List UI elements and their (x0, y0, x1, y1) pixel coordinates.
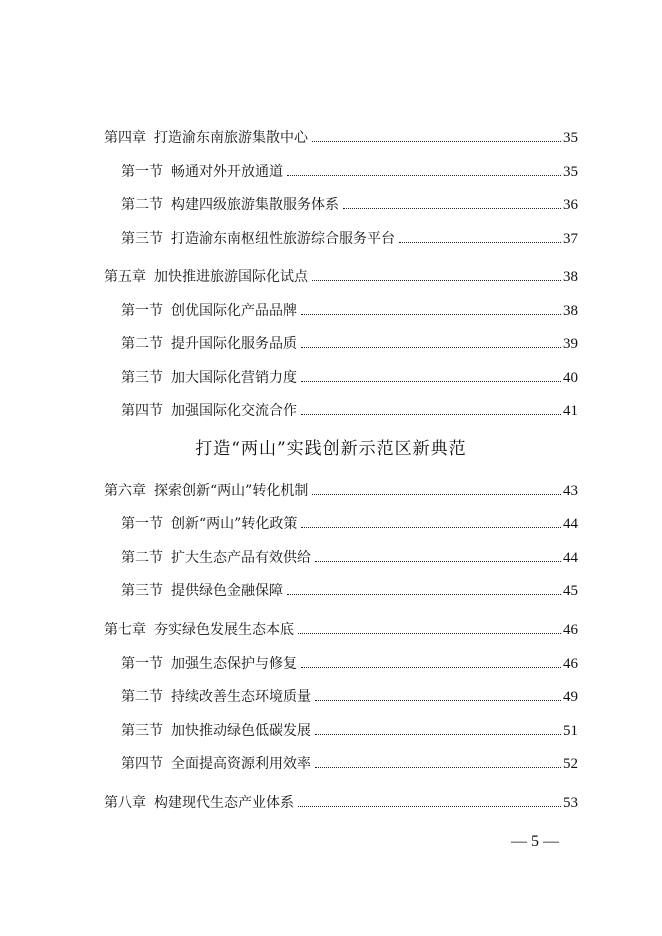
section-title: 扩大生态产品有效供给 (171, 550, 311, 566)
section-title: 打造渝东南枢纽性旅游综合服务平台 (171, 231, 395, 247)
dot-leader (287, 175, 561, 176)
toc-section-7-3 (121, 722, 578, 740)
section-number: 第一节 (121, 303, 163, 319)
page-ref: 44 (563, 550, 578, 566)
page-ref: 38 (563, 269, 578, 285)
dot-leader (301, 667, 561, 668)
chapter-number: 第四章 (104, 130, 146, 146)
section-title: 构建四级旅游集散服务体系 (171, 197, 339, 213)
page-ref: 39 (563, 336, 578, 352)
dot-leader (298, 806, 561, 807)
dot-leader (301, 314, 561, 315)
toc-entry-label (121, 722, 311, 740)
toc-section-4-3 (121, 230, 578, 248)
toc-entry-label (121, 230, 395, 248)
dot-leader (312, 280, 561, 281)
dot-leader (301, 527, 561, 528)
chapter-title: 探索创新“两山”转化机制 (154, 483, 309, 499)
toc-section-4-1 (121, 163, 578, 181)
page-ref: 35 (563, 130, 578, 146)
toc-chapter-8 (104, 794, 578, 812)
dot-leader (301, 414, 561, 415)
section-title: 提供绿色金融保障 (171, 583, 283, 599)
toc-section-6-3 (121, 582, 578, 600)
section-title: 加强国际化交流合作 (171, 403, 297, 419)
chapter-title: 构建现代生态产业体系 (154, 795, 294, 811)
chapter-number: 第八章 (104, 795, 146, 811)
section-number: 第二节 (121, 197, 163, 213)
section-title: 创优国际化产品品牌 (171, 303, 297, 319)
page-ref: 38 (563, 303, 578, 319)
section-title: 提升国际化服务品质 (171, 336, 297, 352)
toc-chapter-4 (104, 129, 578, 147)
toc-entry-label (121, 515, 297, 533)
toc-chapter-7 (104, 621, 578, 639)
page-ref: 35 (563, 164, 578, 180)
dot-leader (315, 734, 561, 735)
toc-section-7-2 (121, 688, 578, 706)
section-number: 第三节 (121, 370, 163, 386)
page-ref: 46 (563, 656, 578, 672)
section-number: 第四节 (121, 403, 163, 419)
toc-entry-label (121, 302, 297, 320)
page-ref: 45 (563, 583, 578, 599)
toc-entry-label (121, 582, 283, 600)
section-number: 第一节 (121, 656, 163, 672)
toc-section-4-2 (121, 196, 578, 214)
page-ref: 41 (563, 403, 578, 419)
toc-chapter-6 (104, 482, 578, 500)
page-ref: 46 (563, 622, 578, 638)
section-title: 创新“两山”转化政策 (171, 516, 298, 532)
toc-entry-label (121, 196, 339, 214)
dot-leader (301, 381, 561, 382)
section-title: 全面提高资源利用效率 (171, 756, 311, 772)
toc-entry-label (104, 268, 308, 286)
section-number: 第二节 (121, 336, 163, 352)
chapter-number: 第五章 (104, 269, 146, 285)
section-number: 第三节 (121, 231, 163, 247)
toc-chapter-5 (104, 268, 578, 286)
page-ref: 40 (563, 370, 578, 386)
chapter-number: 第七章 (104, 622, 146, 638)
toc-entry-label (121, 549, 311, 567)
dot-leader (343, 208, 561, 209)
section-number: 第四节 (121, 756, 163, 772)
page-ref: 44 (563, 516, 578, 532)
toc-entry-label (104, 794, 294, 812)
section-number: 第二节 (121, 550, 163, 566)
section-number: 第二节 (121, 689, 163, 705)
section-number: 第三节 (121, 583, 163, 599)
toc-section-5-2 (121, 335, 578, 353)
toc-entry-label (121, 688, 311, 706)
toc-entry-label (121, 163, 283, 181)
dot-leader (287, 594, 561, 595)
page-ref: 49 (563, 689, 578, 705)
toc-entry-label (104, 482, 308, 500)
toc-section-6-1 (121, 515, 578, 533)
toc-section-6-2 (121, 549, 578, 567)
page-number: — 5 — (511, 833, 559, 850)
section-number: 第一节 (121, 516, 163, 532)
chapter-title: 打造渝东南旅游集散中心 (154, 130, 308, 146)
section-title: 加强生态保护与修复 (171, 656, 297, 672)
dot-leader (315, 561, 561, 562)
dot-leader (312, 494, 561, 495)
chapter-title: 夯实绿色发展生态本底 (154, 622, 294, 638)
dot-leader (298, 633, 561, 634)
dot-leader (315, 700, 561, 701)
page-ref: 51 (563, 723, 578, 739)
toc-entry-label (121, 402, 297, 420)
toc-entry-label (121, 655, 297, 673)
toc-section-7-4 (121, 755, 578, 773)
dot-leader (399, 242, 561, 243)
toc-section-5-4 (121, 402, 578, 420)
part-heading: 打造“两山”实践创新示范区新典范 (195, 439, 467, 459)
chapter-title: 加快推进旅游国际化试点 (154, 269, 308, 285)
section-title: 加大国际化营销力度 (171, 370, 297, 386)
toc-section-5-1 (121, 302, 578, 320)
page-ref: 37 (563, 231, 578, 247)
dot-leader (301, 347, 561, 348)
section-number: 第三节 (121, 723, 163, 739)
page-ref: 53 (563, 795, 578, 811)
page-ref: 52 (563, 756, 578, 772)
page-ref: 36 (563, 197, 578, 213)
dot-leader (312, 141, 561, 142)
dot-leader (315, 767, 561, 768)
chapter-number: 第六章 (104, 483, 146, 499)
section-title: 持续改善生态环境质量 (171, 689, 311, 705)
toc-entry-label (121, 369, 297, 387)
toc-entry-label (121, 335, 297, 353)
section-number: 第一节 (121, 164, 163, 180)
page-ref: 43 (563, 483, 578, 499)
section-title: 畅通对外开放通道 (171, 164, 283, 180)
toc-entry-label (104, 621, 294, 639)
toc-section-5-3 (121, 369, 578, 387)
toc-entry-label (104, 129, 308, 147)
section-title: 加快推动绿色低碳发展 (171, 723, 311, 739)
toc-section-7-1 (121, 655, 578, 673)
toc-entry-label (121, 755, 311, 773)
